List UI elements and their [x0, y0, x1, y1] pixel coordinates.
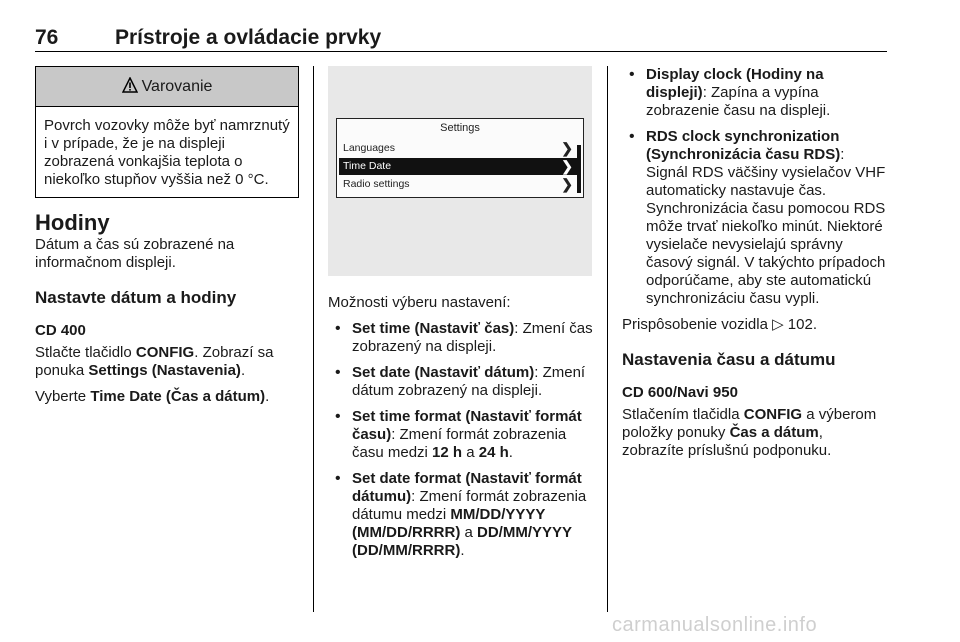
arrow-right-icon: ▷ — [772, 316, 784, 333]
settings-screen-image — [328, 66, 592, 276]
warning-title: Varovanie — [141, 77, 213, 95]
list-item: • Set date (Nastaviť dátum): Zmení dátum zobrazený na displeji. — [328, 364, 594, 400]
list-item: • Set time format (Nastaviť formát času): Zmení formát zobrazenia času medzi 12 h a 24 h. — [328, 408, 594, 462]
list-item: • Set date format (Nastaviť formát dátumu): Zmení formát zobrazenia dátumu medzi MM/DD/YYYY (MM/DD/RRRR) a DD/MM/YYYY (DD/MM/RRRR). — [328, 470, 594, 560]
paragraph-config: Stlačte tlačidlo CONFIG. Zobrazí sa ponuka Settings (Nastavenia). — [35, 344, 274, 379]
clock-intro: Dátum a čas sú zobrazené na informačnom displeji. — [35, 236, 235, 271]
list-item: • RDS clock synchronization (Synchronizácia času RDS): Signál RDS väčšiny vysielačov VHF automaticky nastavuje čas. Synchronizácia času pomocou RDS môže trvať niekoľko minút. Niektoré vysielače nevysielajú správny časový signál. V takýchto prípadoch odporúčame, aby ste automatickú synchronizáciu času vypli. — [622, 128, 888, 308]
subheading-time-date-settings: Nastavenia času a dátumu — [622, 350, 836, 369]
model-cd600-navi950: CD 600/Navi 950 — [622, 384, 738, 401]
menu-item-time-date: Time Date ❯ — [339, 158, 577, 175]
column-2 — [328, 66, 594, 568]
options-list-continued — [622, 66, 888, 308]
page-number: 76 — [35, 26, 59, 49]
settings-panel — [336, 118, 584, 198]
watermark-text: carmanualsonline.info — [612, 614, 818, 636]
section-heading-clock: Hodiny — [35, 210, 110, 235]
model-cd400: CD 400 — [35, 322, 86, 339]
chevron-right-icon: ❯ — [561, 176, 573, 192]
page-header — [35, 26, 887, 52]
options-list — [328, 320, 594, 560]
customization-reference: Prispôsobenie vozidla ▷ 102. — [622, 316, 818, 333]
menu-item-languages: Languages ❯ — [343, 140, 573, 156]
column-divider-1 — [313, 66, 314, 612]
warning-header — [36, 67, 298, 107]
options-intro: Možnosti výberu nastavení: — [328, 294, 511, 311]
screen-title: Settings — [440, 122, 480, 134]
chevron-right-icon: ❯ — [561, 140, 573, 156]
menu-item-radio-settings: Radio settings ❯ — [343, 176, 573, 192]
list-item: • Set time (Nastaviť čas): Zmení čas zobrazený na displeji. — [328, 320, 594, 356]
chevron-right-icon: ❯ — [561, 158, 573, 174]
screen-scrollbar — [577, 145, 581, 193]
column-divider-2 — [607, 66, 608, 612]
page-title: Prístroje a ovládacie prvky — [115, 26, 382, 49]
warning-box — [35, 66, 299, 198]
paragraph-config-cd600: Stlačením tlačidla CONFIG a výberom položky ponuky Čas a dátum, zobrazíte príslušnú podponuku. — [622, 406, 877, 459]
subheading-set-date: Nastavte dátum a hodiny — [35, 288, 237, 307]
paragraph-select: Vyberte Time Date (Čas a dátum). — [35, 388, 270, 405]
column-3 — [622, 66, 888, 460]
warning-text: Povrch vozovky môže byť namrznutý i v prípade, že je na displeji zobrazená vonkajšia teplota o niekoľko stupňov vyššia než 0 °C. — [44, 117, 290, 188]
list-item: • Display clock (Hodiny na displeji): Zapína a vypína zobrazenie času na displeji. — [622, 66, 888, 120]
column-1 — [35, 66, 299, 406]
